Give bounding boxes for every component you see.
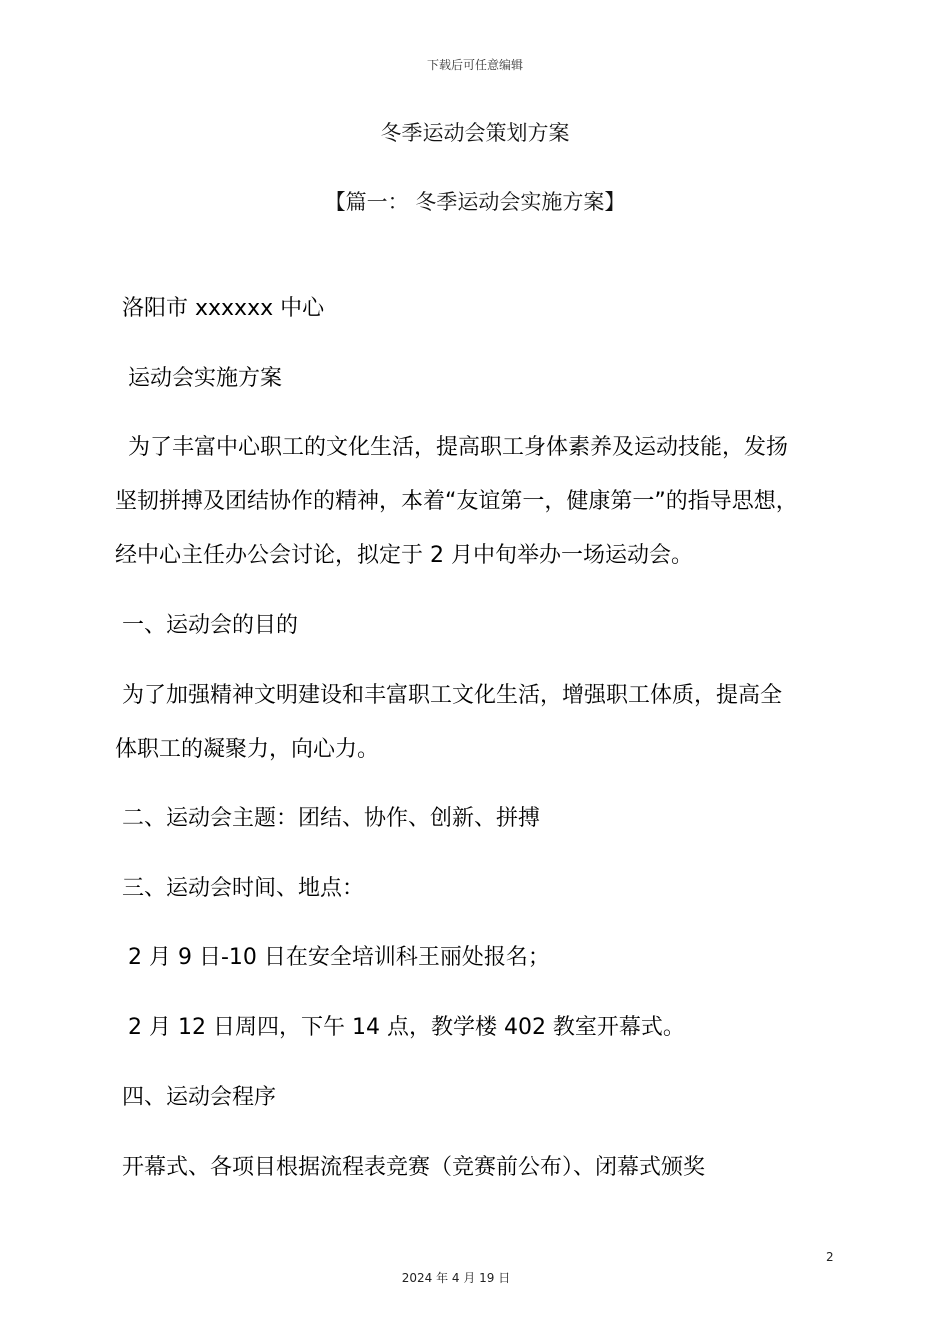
registration-line: 2 月 9 日-10 日在安全培训科王丽处报名； bbox=[128, 945, 550, 970]
footer-date: 2024 年 4 月 19 日 bbox=[401, 1271, 511, 1285]
section-four-heading: 四、运动会程序 bbox=[122, 1085, 277, 1110]
purpose-paragraph-line-2: 体职工的凝聚力，向心力。 bbox=[115, 737, 380, 762]
section-three-heading: 三、运动会时间、地点： bbox=[122, 876, 365, 901]
opening-ceremony-line: 2 月 12 日周四，下午 14 点，教学楼 402 教室开幕式。 bbox=[128, 1015, 685, 1040]
document-subtitle: 【篇一： 冬季运动会实施方案】 bbox=[324, 190, 626, 214]
intro-paragraph-line-1: 为了丰富中心职工的文化生活，提高职工身体素养及运动技能，发扬 bbox=[128, 435, 789, 460]
intro-paragraph-line-3: 经中心主任办公会讨论，拟定于 2 月中旬举办一场运动会。 bbox=[115, 543, 693, 568]
plan-heading: 运动会实施方案 bbox=[128, 366, 283, 391]
program-line: 开幕式、各项目根据流程表竞赛（竞赛前公布）、闭幕式颁奖 bbox=[122, 1155, 706, 1180]
document-title: 冬季运动会策划方案 bbox=[380, 121, 570, 145]
organization-line: 洛阳市 xxxxxx 中心 bbox=[122, 296, 325, 321]
section-one-heading: 一、运动会的目的 bbox=[122, 613, 299, 638]
intro-paragraph-line-2: 坚韧拼搏及团结协作的精神，本着“友谊第一，健康第一”的指导思想， bbox=[115, 489, 798, 514]
download-note: 下载后可任意编辑 bbox=[426, 58, 523, 72]
section-two-heading: 二、运动会主题：团结、协作、创新、拼搏 bbox=[122, 806, 541, 831]
page-number: 2 bbox=[826, 1250, 834, 1264]
purpose-paragraph-line-1: 为了加强精神文明建设和丰富职工文化生活，增强职工体质，提高全 bbox=[122, 683, 783, 708]
